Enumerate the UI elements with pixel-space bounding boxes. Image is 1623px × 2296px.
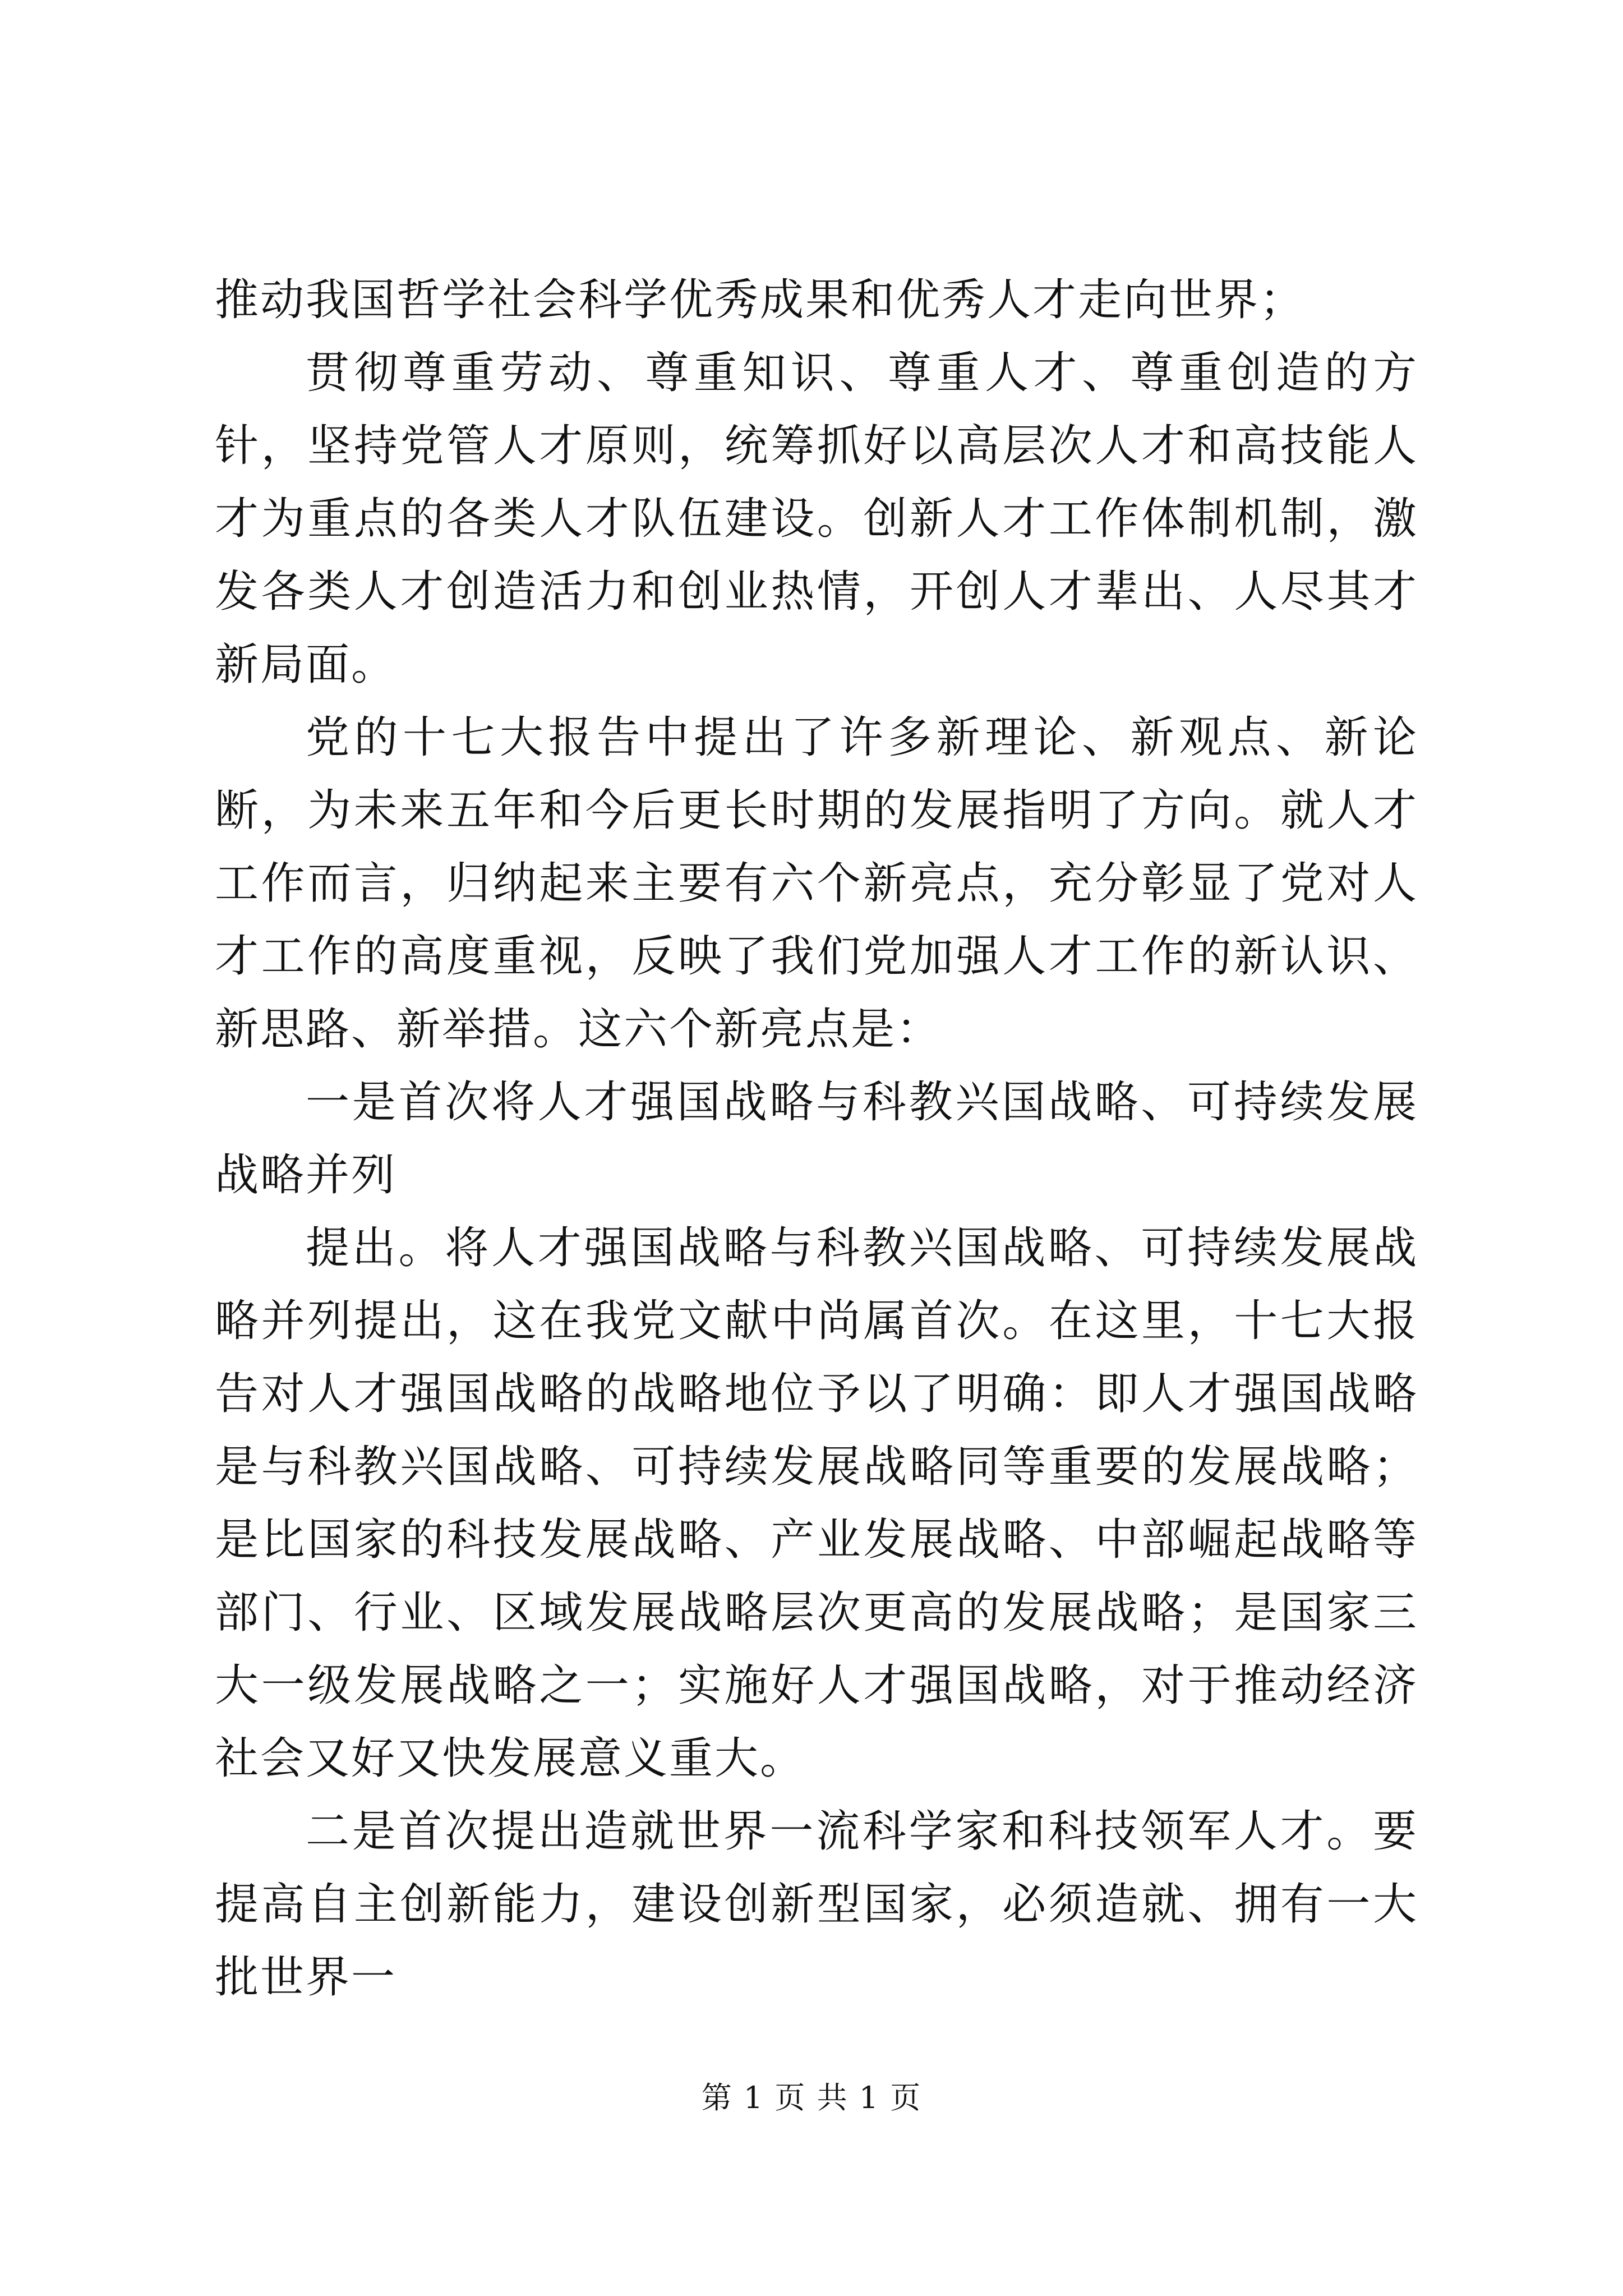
paragraph-4: 一是首次将人才强国战略与科教兴国战略、可持续发展战略并列 (215, 1077, 1418, 1200)
paragraph-2: 贯彻尊重劳动、尊重知识、尊重人才、尊重创造的方针，坚持党管人才原则，统筹抓好以高层次人才和高技能人才为重点的各类人才队伍建设。创新人才工作体制机制，激发各类人才创造活力和创业热情，开创人才辈出、人尽其才新局面。 (215, 348, 1418, 690)
paragraph-6: 二是首次提出造就世界一流科学家和科技领军人才。要提高自主创新能力，建设创新型国家，必须造就、拥有一大批世界一 (215, 1806, 1418, 2003)
paragraph-1: 推动我国哲学社会科学优秀成果和优秀人才走向世界； (215, 275, 1306, 325)
paragraph-3: 党的十七大报告中提出了许多新理论、新观点、新论断，为未来五年和今后更长时期的发展指明了方向。就人才工作而言，归纳起来主要有六个新亮点，充分彰显了党对人才工作的高度重视，反映了我们党加强人才工作的新认识、新思路、新举措。这六个新亮点是： (215, 712, 1418, 1055)
document-body (215, 264, 1418, 2014)
paragraph-5: 提出。将人才强国战略与科教兴国战略、可持续发展战略并列提出，这在我党文献中尚属首次。在这里，十七大报告对人才强国战略的战略地位予以了明确：即人才强国战略是与科教兴国战略、可持续发展战略同等重要的发展战略；是比国家的科技发展战略、产业发展战略、中部崛起战略等部门、行业、区域发展战略层次更高的发展战略；是国家三大一级发展战略之一；实施好人才强国战略，对于推动经济社会又好又快发展意义重大。 (215, 1223, 1418, 1784)
page-number-footer: 第 1 页 共 1 页 (701, 2080, 922, 2115)
